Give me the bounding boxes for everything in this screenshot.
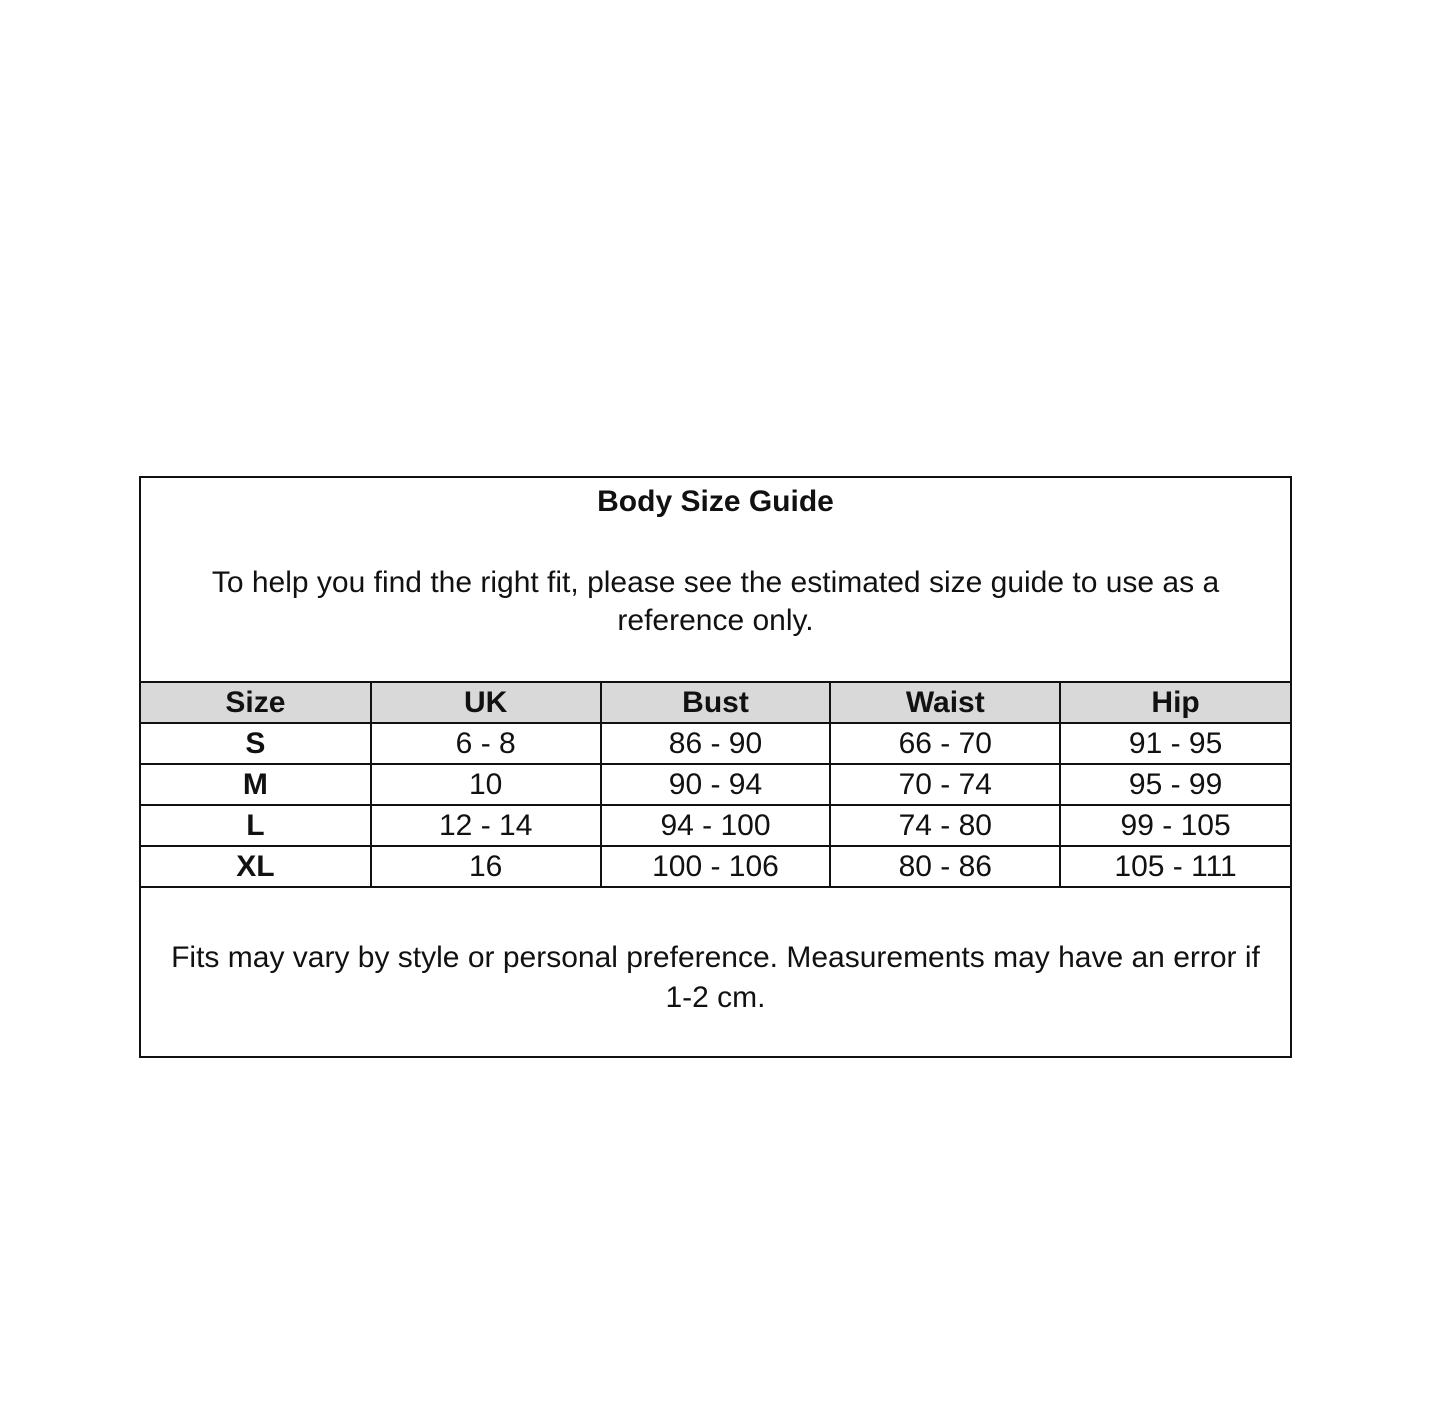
uk-cell: 16 <box>371 846 601 887</box>
column-header-hip: Hip <box>1060 682 1290 723</box>
bust-cell: 100 - 106 <box>601 846 831 887</box>
bust-cell: 86 - 90 <box>601 723 831 764</box>
column-header-uk: UK <box>371 682 601 723</box>
bust-cell: 94 - 100 <box>601 805 831 846</box>
column-header-size: Size <box>141 682 371 723</box>
size-cell: M <box>141 764 371 805</box>
table-row <box>141 764 1290 805</box>
waist-cell: 70 - 74 <box>830 764 1060 805</box>
guide-footnote: Fits may vary by style or personal preference. Measurements may have an error if 1-2 cm. <box>171 941 1260 1014</box>
table-row <box>141 723 1290 764</box>
waist-cell: 66 - 70 <box>830 723 1060 764</box>
size-cell: L <box>141 805 371 846</box>
hip-cell: 95 - 99 <box>1060 764 1290 805</box>
uk-cell: 12 - 14 <box>371 805 601 846</box>
bust-cell: 90 - 94 <box>601 764 831 805</box>
table-header-row <box>141 682 1290 723</box>
waist-cell: 80 - 86 <box>830 846 1060 887</box>
size-cell: S <box>141 723 371 764</box>
table-row <box>141 805 1290 846</box>
hip-cell: 91 - 95 <box>1060 723 1290 764</box>
column-header-bust: Bust <box>601 682 831 723</box>
column-header-waist: Waist <box>830 682 1060 723</box>
size-cell: XL <box>141 846 371 887</box>
waist-cell: 74 - 80 <box>830 805 1060 846</box>
uk-cell: 6 - 8 <box>371 723 601 764</box>
size-guide-panel <box>139 476 1292 1058</box>
hip-cell: 105 - 111 <box>1060 846 1290 887</box>
hip-cell: 99 - 105 <box>1060 805 1290 846</box>
guide-intro-text: To help you find the right fit, please see the estimated size guide to use as a reference only. <box>211 566 1220 637</box>
uk-cell: 10 <box>371 764 601 805</box>
guide-title: Body Size Guide <box>597 485 834 518</box>
table-row <box>141 846 1290 887</box>
size-table <box>141 681 1290 888</box>
